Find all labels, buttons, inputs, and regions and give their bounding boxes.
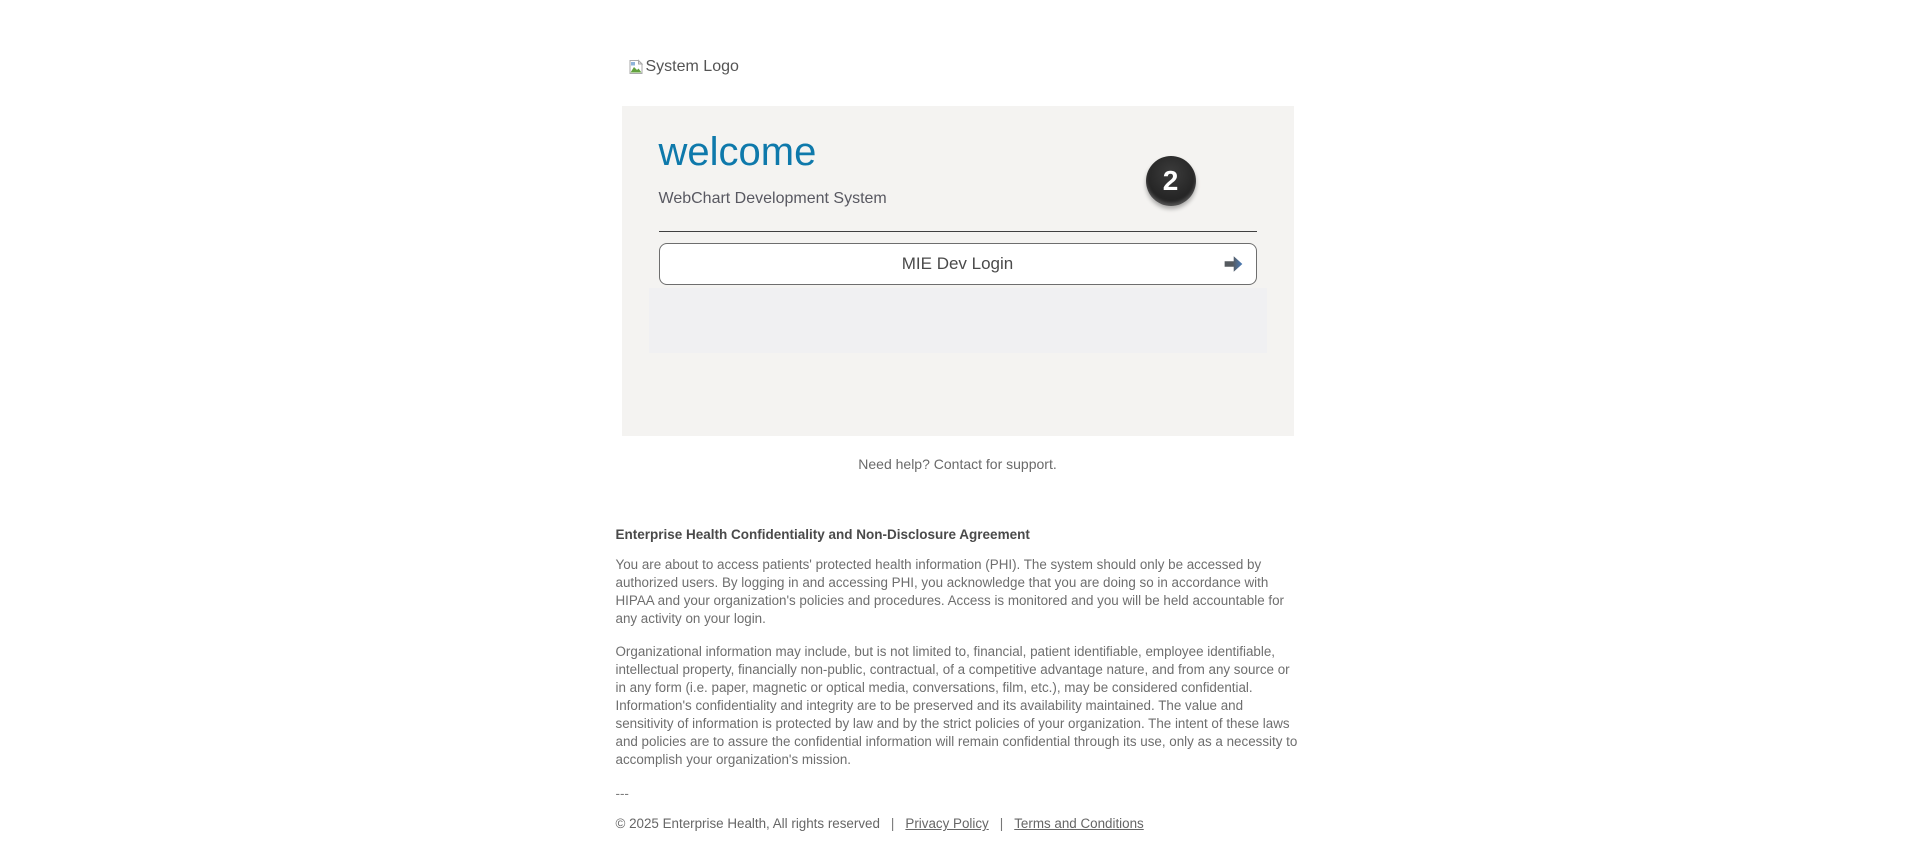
- agreement-paragraph: Organizational information may include, but is not limited to, financial, patient identifiable, employee identifiable, intellectual property, financially non-public, contractual, of a competitive advantage nature, and from any source or in any form (i.e. paper, magnetic or optical media, conversations, film, etc.), may be considered confidential. Information's confidentiality and integrity are to be preserved and its availability maintained. The value and sensitivity of information is protected by law and by the strict policies of your organization. The intent of these laws and policies are to assure the confidential information will remain confidential through its use, only as a necessity to accomplish your organization's mission.: [615, 644, 1298, 767]
- text-separator: ---: [615, 786, 629, 801]
- agreement-heading: Enterprise Health Confidentiality and Non-Disclosure Agreement: [615, 527, 1030, 542]
- login-card: [622, 106, 1294, 436]
- terms-and-conditions-link[interactable]: Terms and Conditions: [1014, 816, 1144, 831]
- step-badge: 2: [1146, 156, 1196, 206]
- card-divider: [659, 231, 1257, 232]
- mie-dev-login-button[interactable]: [659, 243, 1257, 285]
- arrow-right-icon: [1224, 256, 1243, 273]
- login-button-label: MIE Dev Login: [901, 254, 1014, 273]
- help-text: Need help? Contact for support.: [858, 456, 1057, 472]
- system-logo: [628, 57, 1300, 77]
- login-page: [616, 0, 1300, 832]
- agreement-paragraph: You are about to access patients' protected health information (PHI). The system should only be accessed by authorized users. By logging in and accessing PHI, you acknowledge that you are doing so in accordance with HIPAA and your organization's policies and procedures. Access is monitored and you will be held accountable for any activity on your login.: [615, 557, 1285, 626]
- page-footer: [616, 815, 1300, 832]
- login-panel-placeholder: [649, 288, 1267, 353]
- privacy-policy-link[interactable]: Privacy Policy: [905, 816, 989, 831]
- broken-image-icon: [628, 59, 644, 75]
- footer-pipe: |: [890, 816, 895, 831]
- system-name: WebChart Development System: [658, 190, 887, 207]
- confidentiality-agreement: [616, 527, 1300, 802]
- page-title: welcome: [658, 130, 817, 174]
- copyright-text: © 2025 Enterprise Health, All rights reserved: [615, 816, 880, 831]
- logo-alt-text: System Logo: [645, 58, 739, 75]
- footer-pipe: |: [999, 816, 1004, 831]
